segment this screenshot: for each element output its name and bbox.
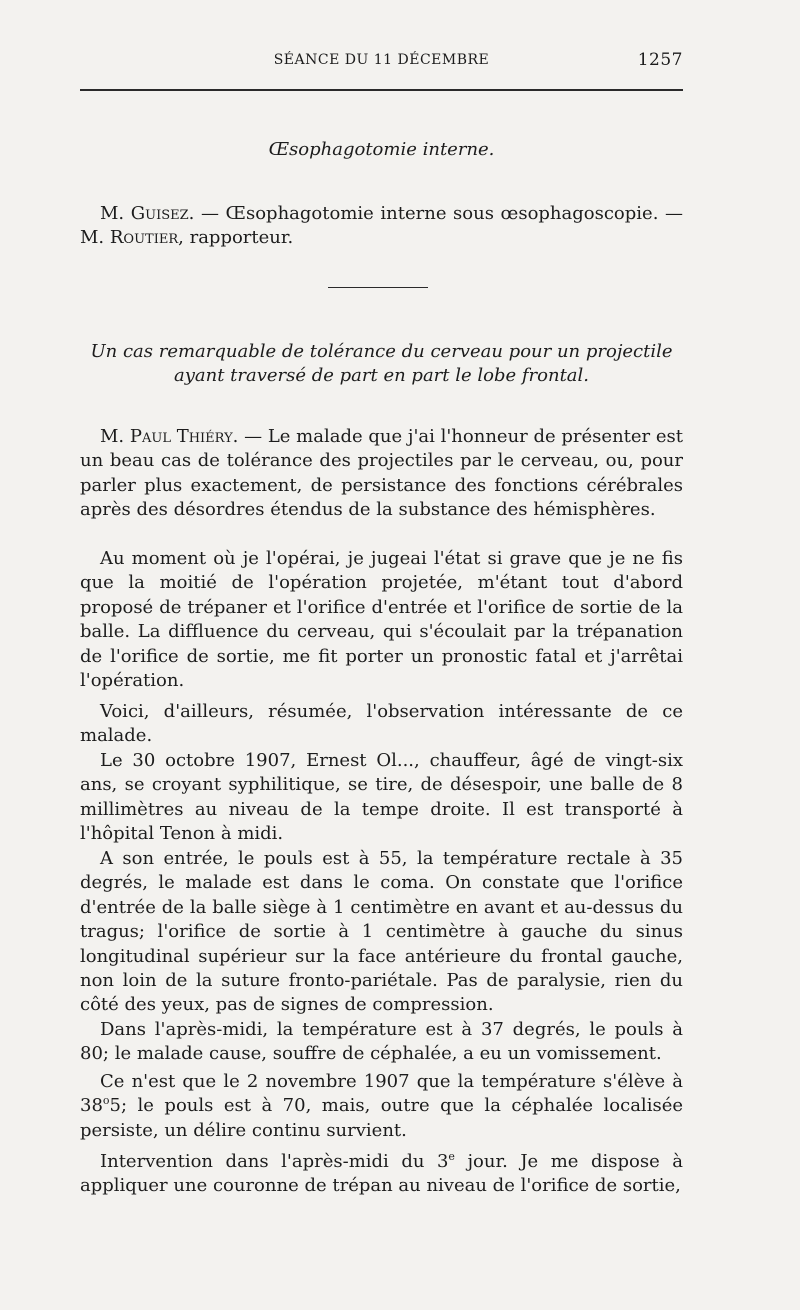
paragraph-text: . — Œsophagotomie interne sous œsophagoscopie. — M. [80,203,683,249]
section-title-tolerance-line1: Un cas remarquable de tolérance du cerveau pour un projectile [90,341,673,362]
author-name: Guisez [130,203,189,224]
paragraph-text: jour. Je me dispose à appliquer une couronne de trépan au niveau de l'orifice de sortie, [80,1151,683,1197]
paragraph-thiery-intro [80,425,683,523]
author-prefix: M. [100,203,131,224]
paragraph-afternoon: Dans l'après-midi, la température est à 37 degrés, le pouls à 80; le malade cause, souffre de céphalée, a eu un vomissement. [80,1019,683,1065]
paragraph-observation: Voici, d'ailleurs, résumée, l'observation intéressante de ce malade. [80,701,683,747]
paragraph-operation: Au moment où je l'opérai, je jugeai l'état si grave que je ne fis que la moitié de l'opération projetée, m'étant tout d'abord proposé de trépaner et l'orifice d'entrée et l'orifice de sortie de la balle. La diffluence du cerveau, qui s'écoulait par la trépanation de l'orifice de sortie, me fit porter un pronostic fatal et j'arrêtai l'opération. [80,548,683,692]
running-head-title: SÉANCE DU 11 DÉCEMBRE [273,52,490,68]
section-title-tolerance-line2: ayant traversé de part en part le lobe frontal. [173,365,590,386]
degree-superscript: o [102,1094,110,1108]
section-title-oesophagotomie: Œsophagotomie interne. [268,139,495,160]
paragraph-text: . — Le malade que j'ai l'honneur de présenter est un beau cas de tolérance des projectiles par le cerveau, ou, pour parler plus exactement, de persistance des fonctions cérébrales après des désordres étendus de la substance des hémisphères. [80,426,684,521]
reporter-name: Routier [109,227,179,249]
section-divider [328,287,428,288]
paragraph-text: Ce n'est que le 2 novembre 1907 que la température s'élève à 38 [80,1071,683,1117]
paragraph-guisez [80,202,683,251]
paragraph-admission: A son entrée, le pouls est à 55, la température rectale à 35 degrés, le malade est dans le coma. On constate que l'orifice d'entrée de la balle siège à 1 centimètre en avant et au-dessus du tragus; l'orifice de sortie à 1 centimètre à gauche du sinus longitudinal supérieur sur la face antérieure du frontal gauche, non loin de la suture fronto-pariétale. Pas de paralysie, rien du côté des yeux, pas de signes de compression. [80,848,683,1016]
paragraph-text: 5; le pouls est à 70, mais, outre que la céphalée localisée persiste, un délire continu survient. [80,1095,683,1141]
reporter-suffix: , rapporteur. [178,227,294,249]
paragraph-case-history: Le 30 octobre 1907, Ernest Ol..., chauffeur, âgé de vingt-six ans, se croyant syphilitique, se tire, de désespoir, une balle de 8 millimètres au niveau de la tempe droite. Il est transporté à l'hôpital Tenon à midi. [80,750,683,845]
speaker-name: Paul Thiéry [129,426,233,447]
page-number: 1257 [637,50,683,70]
speaker-prefix: M. [100,426,130,447]
paragraph-intervention [80,1150,683,1199]
header-rule [80,89,683,91]
paragraph-text: Intervention dans l'après-midi du 3 [100,1151,449,1172]
paragraph-fever [80,1070,683,1143]
running-head [80,50,683,74]
ordinal-superscript: e [448,1150,455,1163]
